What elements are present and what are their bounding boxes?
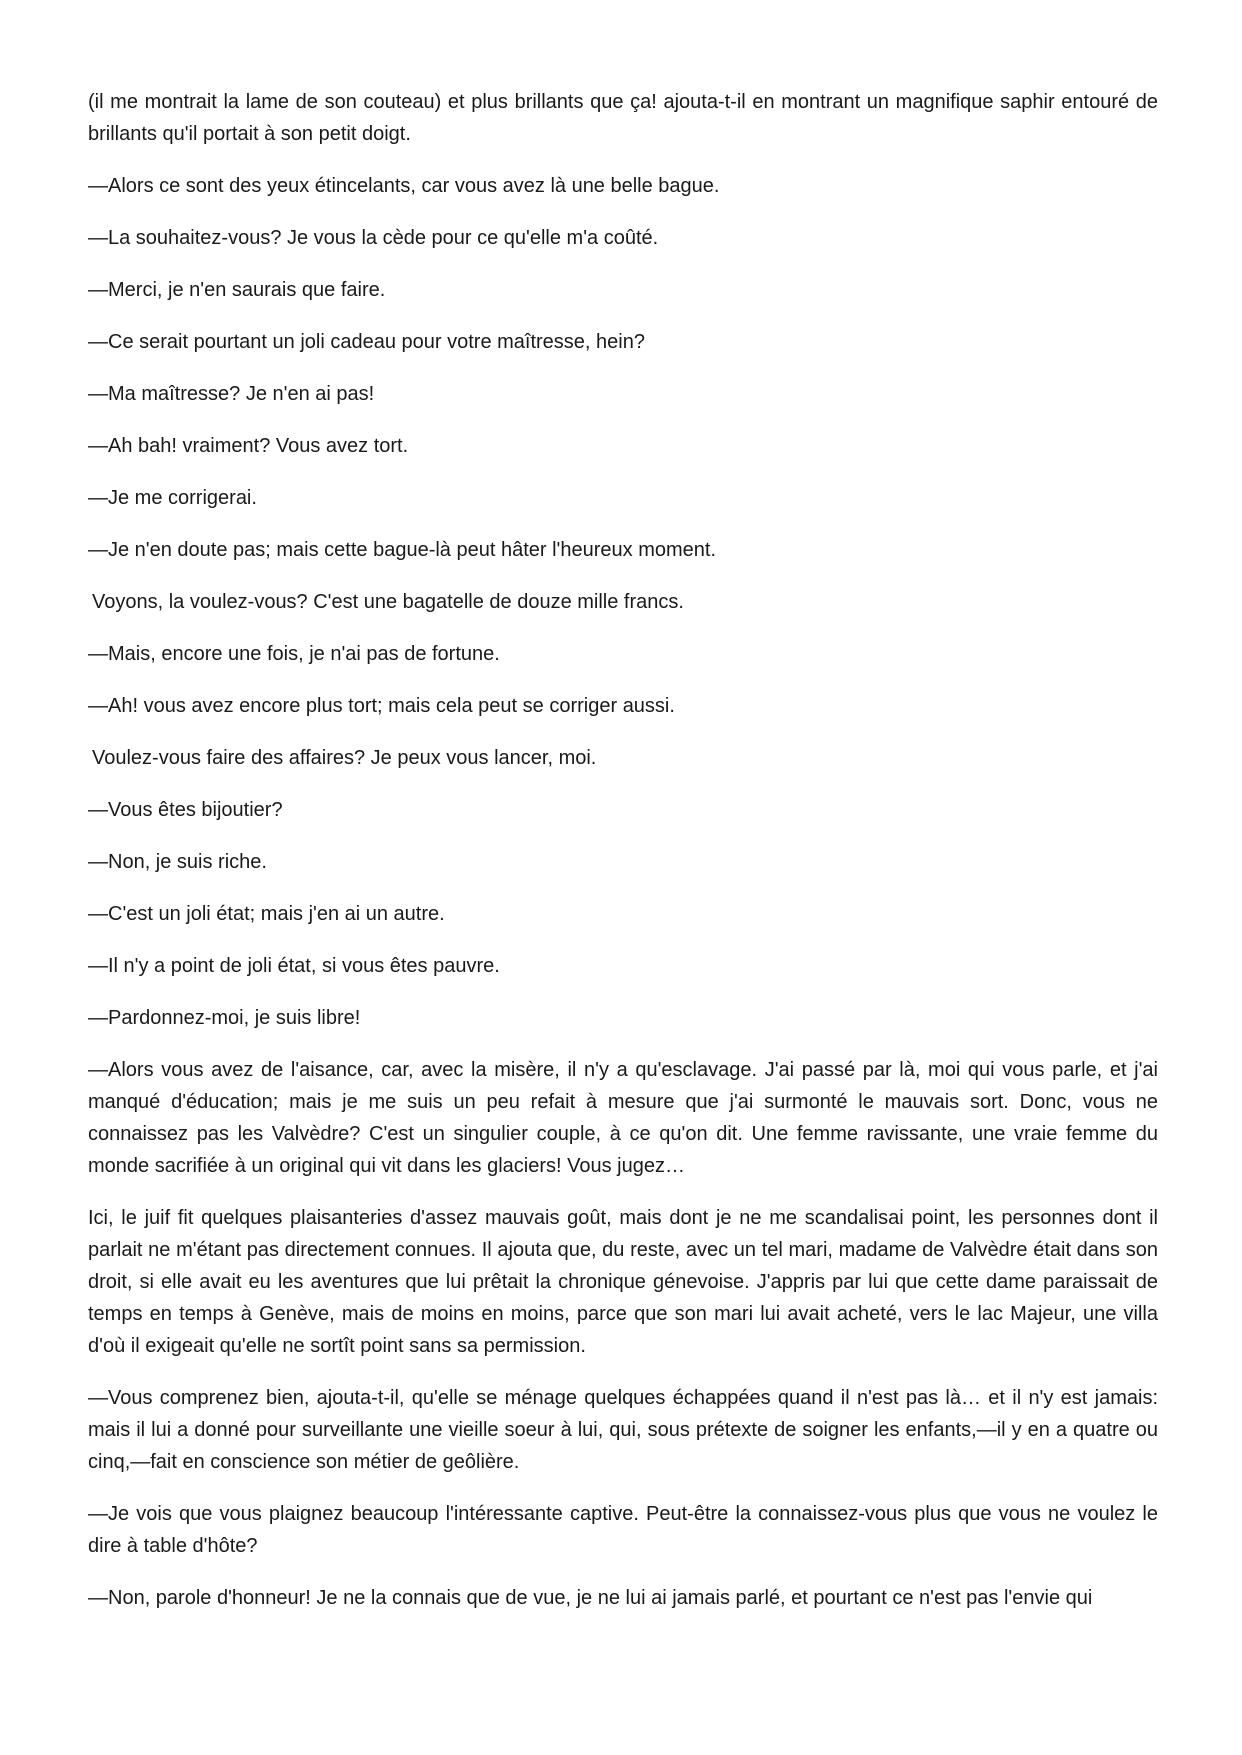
paragraph-8: —Je me corrigerai. (88, 487, 257, 509)
paragraph-23: —Non, parole d'honneur! Je ne la connais que de vue, je ne lui ai jamais parlé, et pourtant ce n'est pas l'envie qui (88, 1587, 1093, 1609)
paragraph-14: —Vous êtes bijoutier? (88, 799, 283, 821)
paragraph-3: —La souhaitez-vous? Je vous la cède pour ce qu'elle m'a coûté. (88, 227, 659, 249)
paragraph-5: —Ce serait pourtant un joli cadeau pour votre maîtresse, hein? (88, 331, 645, 353)
paragraph-21: —Vous comprenez bien, ajouta-t-il, qu'elle se ménage quelques échappées quand il n'est pas là… et il n'y est jamais: mais il lui a donné pour surveillante une vieille soeur à lui, qui, sous prétexte de soigner les enfants,—il y en a quatre ou cinq,—fait en conscience son métier de geôlière. (88, 1387, 1158, 1473)
paragraph-6: —Ma maîtresse? Je n'en ai pas! (88, 383, 375, 405)
paragraph-2: —Alors ce sont des yeux étincelants, car vous avez là une belle bague. (88, 175, 720, 197)
paragraph-11: —Mais, encore une fois, je n'ai pas de fortune. (88, 643, 500, 665)
paragraph-9: —Je n'en doute pas; mais cette bague-là peut hâter l'heureux moment. (88, 539, 717, 561)
paragraph-20: Ici, le juif fit quelques plaisanteries d'assez mauvais goût, mais dont je ne me scandalisai point, les personnes dont il parlait ne m'étant pas directement connues. Il ajouta que, du reste, avec un tel mari, madame de Valvèdre était dans son droit, si elle avait eu les aventures que lui prêtait la chronique génevoise. J'appris par lui que cette dame paraissait de temps en temps à Genève, mais de moins en moins, parce que son mari lui avait acheté, vers le lac Majeur, une villa d'où il exigeait qu'elle ne sortît point sans sa permission. (88, 1207, 1158, 1357)
paragraph-10: Voyons, la voulez-vous? C'est une bagatelle de douze mille francs. (92, 591, 684, 613)
paragraph-17: —Il n'y a point de joli état, si vous êtes pauvre. (88, 955, 500, 977)
paragraph-13: Voulez-vous faire des affaires? Je peux vous lancer, moi. (92, 747, 597, 769)
document-page (88, 86, 1158, 1634)
paragraph-1: (il me montrait la lame de son couteau) et plus brillants que ça! ajouta-t-il en montrant un magnifique saphir entouré de brillants qu'il portait à son petit doigt. (88, 91, 1158, 145)
paragraph-18: —Pardonnez-moi, je suis libre! (88, 1007, 361, 1029)
paragraph-12: —Ah! vous avez encore plus tort; mais cela peut se corriger aussi. (88, 695, 675, 717)
paragraph-16: —C'est un joli état; mais j'en ai un autre. (88, 903, 445, 925)
paragraph-15: —Non, je suis riche. (88, 851, 267, 873)
paragraph-22: —Je vois que vous plaignez beaucoup l'intéressante captive. Peut-être la connaissez-vous plus que vous ne voulez le dire à table d'hôte? (88, 1503, 1158, 1557)
paragraph-4: —Merci, je n'en saurais que faire. (88, 279, 386, 301)
paragraph-7: —Ah bah! vraiment? Vous avez tort. (88, 435, 409, 457)
paragraph-19: —Alors vous avez de l'aisance, car, avec la misère, il n'y a qu'esclavage. J'ai passé par là, moi qui vous parle, et j'ai manqué d'éducation; mais je me suis un peu refait à mesure que j'ai surmonté le mauvais sort. Donc, vous ne connaissez pas les Valvèdre? C'est un singulier couple, à ce qu'on dit. Une femme ravissante, une vraie femme du monde sacrifiée à un original qui vit dans les glaciers! Vous jugez… (88, 1059, 1158, 1177)
